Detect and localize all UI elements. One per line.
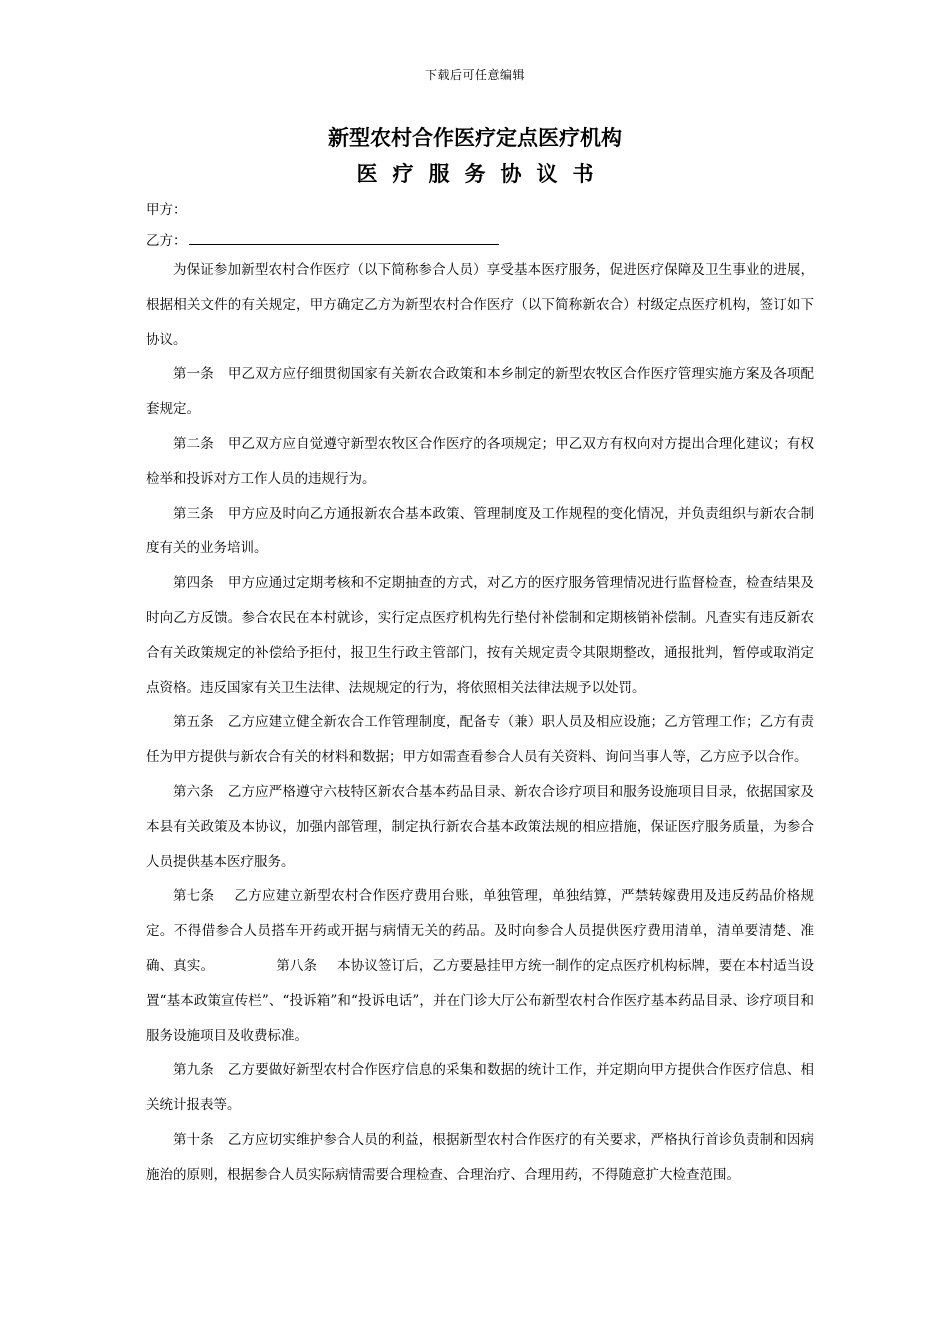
article-label: 第七条 [173,888,215,905]
party-a-line [146,198,187,218]
article-label: 第十条 [173,1131,214,1148]
article-label: 第二条 [173,435,214,452]
article-text: 甲乙双方应仔细贯彻国家有关新农合政策和本乡制定的新型农牧区合作医疗管理实施方案及各项配套规定。 [146,366,815,418]
article-4 [146,566,814,705]
article-2 [146,427,814,497]
article-label: 第一条 [173,366,214,383]
article-text: 乙方应建立新型农村合作医疗费用台账，单独管理，单独结算，严禁转嫁费用及违反药品价格规定。不得借参合人员搭车开药或开据与病情无关的药品。及时向参合人员提供医疗费用清单，清单要清楚、准确、真实。 [146,888,815,974]
article-text: 乙方应建立健全新农合工作管理制度，配备专（兼）职人员及相应设施；乙方管理工作；乙方有责任为甲方提供与新农合有关的材料和数据；甲方如需查看参合人员有关资料、询问当事人等，乙方应予以合作。 [146,714,815,766]
header-note: 下载后可任意编辑 [424,68,525,82]
article-label: 第八条 [276,957,318,974]
article-9 [146,1053,814,1123]
document-title: 新型农村合作医疗定点医疗机构 [328,126,622,150]
article-3 [146,497,814,567]
intro-paragraph: 为保证参加新型农村合作医疗（以下简称参合人员）享受基本医疗服务，促进医疗保障及卫生事业的进展，根据相关文件的有关规定，甲方确定乙方为新型农村合作医疗（以下简称新农合）村级定点医疗机构，签订如下协议。 [146,262,814,348]
article-text: 甲乙双方应自觉遵守新型农牧区合作医疗的各项规定；甲乙双方有权向对方提出合理化建议；有权检举和投诉对方工作人员的违规行为。 [146,435,815,487]
article-label: 第六条 [173,783,214,800]
party-b-blank-line [189,231,499,245]
article-text: 乙方要做好新型农村合作医疗信息的采集和数据的统计工作，并定期向甲方提供合作医疗信息、相关统计报表等。 [146,1062,815,1114]
party-b-label: 乙方： [146,233,187,249]
party-b-line [146,229,499,249]
article-7 [146,879,814,1053]
article-label: 第五条 [173,714,214,731]
article-10 [146,1123,814,1193]
article-label: 第九条 [173,1062,214,1079]
article-text: 本协议签订后，乙方要悬挂甲方统一制作的定点医疗机构标牌，要在本村适当设置“基本政策宣传栏”、“投诉箱”和“投诉电话”，并在门诊大厅公布新型农村合作医疗基本药品目录、诊疗项目和服务设施项目及收费标准。 [146,957,815,1044]
article-6 [146,775,814,879]
article-1 [146,357,814,427]
article-text: 甲方应通过定期考核和不定期抽查的方式，对乙方的医疗服务管理情况进行监督检查，检查结果及时向乙方反馈。参合农民在本村就诊，实行定点医疗机构先行垫付补偿制和定期核销补偿制。凡查实有违反新农合有关政策规定的补偿给予拒付，报卫生行政主管部门，按有关规定责令其限期整改，通报批判，暂停或取消定点资格。违反国家有关卫生法律、法规规定的行为，将依照相关法律法规予以处罚。 [146,575,815,696]
article-5 [146,705,814,775]
document-subtitle: 医疗服务协议书 [356,162,609,186]
agreement-body [146,253,814,1193]
article-text: 甲方应及时向乙方通报新农合基本政策、管理制度及工作规程的变化情况，并负责组织与新农合制度有关的业务培训。 [146,505,815,557]
party-a-label: 甲方： [146,202,187,218]
article-text: 乙方应切实维护参合人员的利益，根据新型农村合作医疗的有关要求，严格执行首诊负责制和因病施治的原则，根据参合人员实际病情需要合理检查、合理治疗、合理用药，不得随意扩大检查范围。 [146,1131,815,1183]
article-text: 乙方应严格遵守六枝特区新农合基本药品目录、新农合诊疗项目和服务设施项目目录，依据国家及本县有关政策及本协议，加强内部管理，制定执行新农合基本政策法规的相应措施，保证医疗服务质量，为参合人员提供基本医疗服务。 [146,783,815,870]
article-label: 第四条 [173,575,214,592]
article-label: 第三条 [173,505,214,522]
